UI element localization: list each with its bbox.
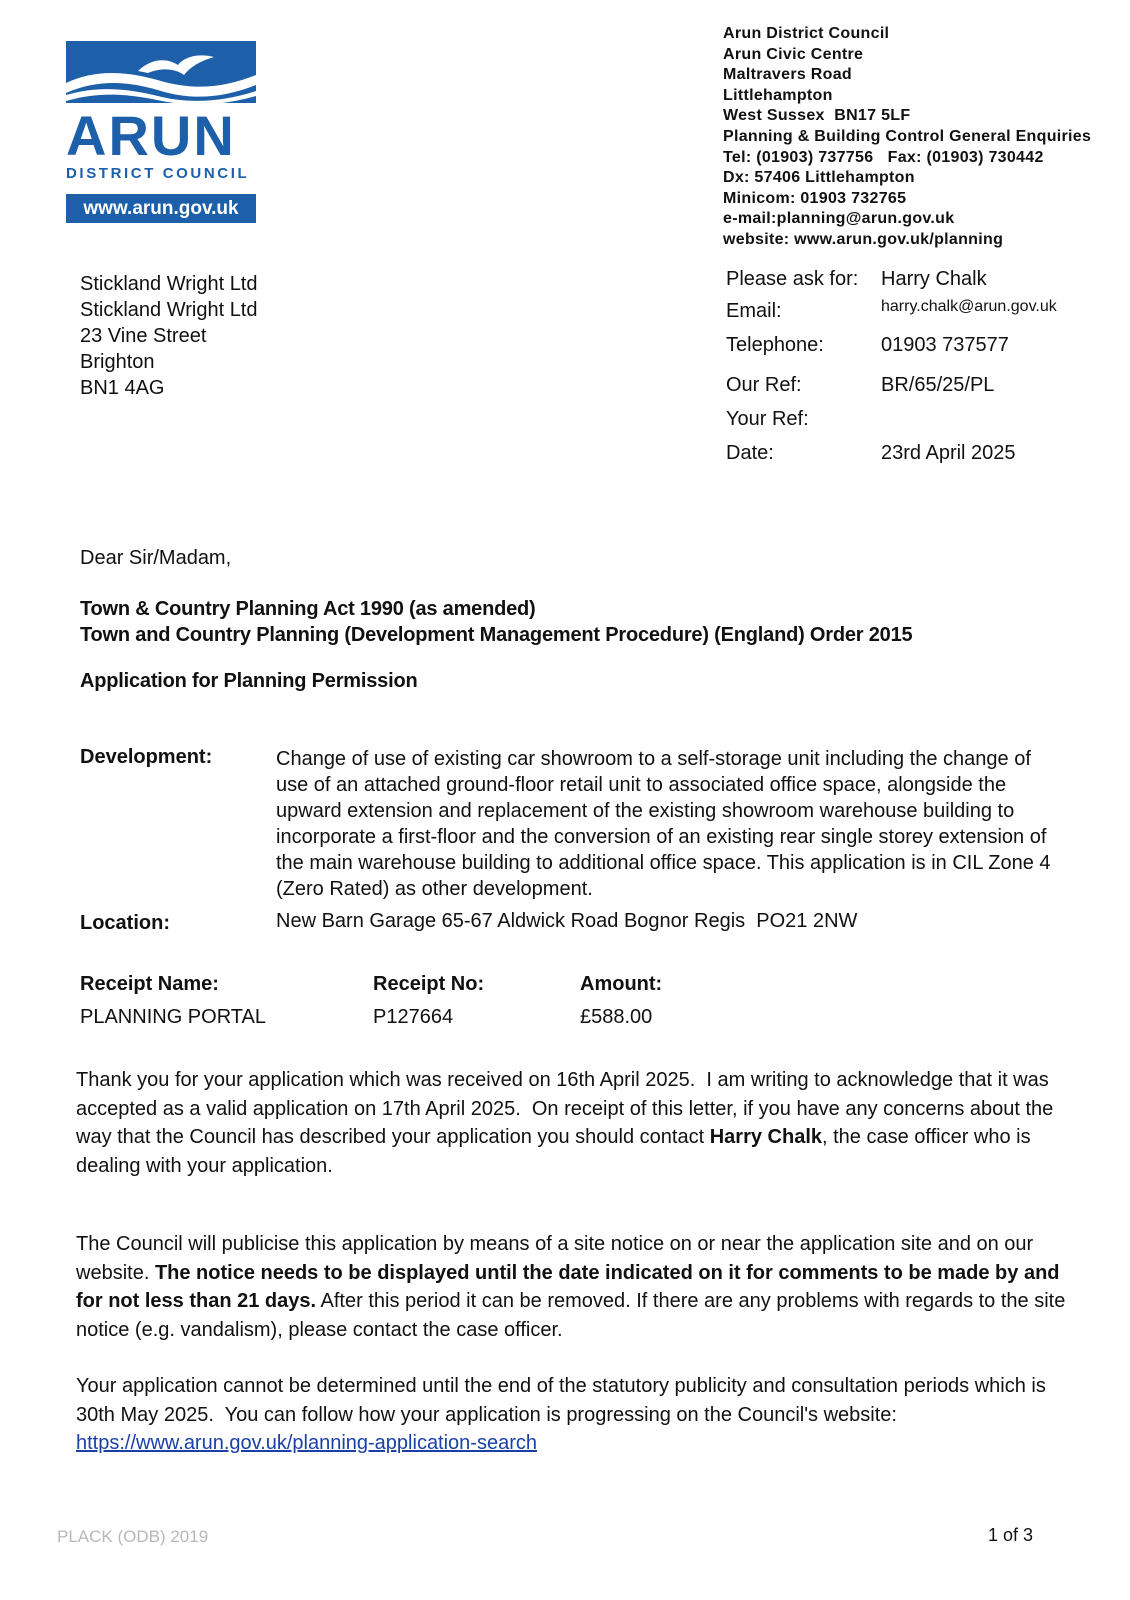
logo-subtitle: DISTRICT COUNCIL [66, 165, 250, 182]
receipt-amount-label: Amount: [580, 973, 663, 995]
legislation-heading [80, 596, 912, 648]
telephone-value: 01903 737577 [881, 334, 1009, 356]
recipient-address [80, 271, 258, 401]
act-line: Town and Country Planning (Development Management Procedure) (England) Order 2015 [80, 624, 913, 646]
logo-name: ARUN [66, 104, 236, 167]
email-label: Email: [726, 300, 782, 322]
address-line: Dx: 57406 Littlehampton [723, 169, 915, 187]
email-value[interactable]: harry.chalk@arun.gov.uk [881, 298, 1057, 315]
salutation: Dear Sir/Madam, [80, 547, 232, 569]
paragraph-text: The Council will publicise this application by means of a site notice on or near the application site and on our website. [76, 1233, 1034, 1284]
paragraph-text: Thank you for your application which was received on 16th April 2025. I am writing to acknowledge that it was accepted as a valid application on 17th April 2025. On receipt of this letter, if you have any concerns about the way that the Council has described your application you should contact [76, 1069, 1059, 1148]
location-label: Location: [80, 912, 170, 934]
receipt-amount-column [580, 973, 662, 1029]
receipt-no-value: P127664 [373, 1006, 454, 1028]
paragraph-text: After this period it can be removed. If there are any problems with regards to the site notice (e.g. vandalism), please contact the case officer. [76, 1290, 1066, 1341]
our-ref-value: BR/65/25/PL [881, 374, 995, 396]
receipt-no-column [373, 973, 484, 1029]
logo-website[interactable]: www.arun.gov.uk [66, 194, 256, 223]
page-number: 1 of 3 [988, 1525, 1034, 1545]
location-text: New Barn Garage 65-67 Aldwick Road Bognor Regis PO21 2NW [276, 910, 858, 932]
address-line: Minicom: 01903 732765 [723, 189, 907, 207]
receipt-name-label: Receipt Name: [80, 973, 219, 995]
telephone-label: Telephone: [726, 334, 824, 356]
council-logo [66, 41, 256, 223]
address-email[interactable]: e-mail:planning@arun.gov.uk [723, 210, 955, 228]
date-label: Date: [726, 442, 774, 464]
publicity-paragraph [76, 1230, 1066, 1344]
receipt-name-column [80, 973, 266, 1029]
paragraph-text: , the case officer who is dealing with your application. [76, 1126, 1031, 1177]
your-ref-label: Your Ref: [726, 408, 809, 430]
address-line: Arun Civic Centre [723, 45, 864, 63]
address-line: Tel: (01903) 737756 Fax: (01903) 730442 [723, 148, 1044, 166]
address-line: Planning & Building Control General Enquiries [723, 127, 1092, 145]
address-line: West Sussex BN17 5LF [723, 107, 911, 125]
notice-requirement: The notice needs to be displayed until the date indicated on it for comments to be made by and for not less than 21 days. [76, 1261, 1060, 1312]
development-description: Change of use of existing car showroom to a self-storage unit including the change of use of an attached ground-floor retail unit to associated office space, alongside the upward extension and replacement of the existing showroom warehouse building to incorporate a first-floor and the conversion of an existing rear single storey extension of the main warehouse building to additional office space. This application is in CIL Zone 4 (Zero Rated) as other development. [276, 748, 1051, 900]
recipient-line: Stickland Wright Ltd [80, 273, 258, 295]
council-address [723, 24, 1091, 251]
receipt-name-value: PLANNING PORTAL [80, 1006, 266, 1028]
address-line: Maltravers Road [723, 66, 852, 84]
recipient-line: Brighton [80, 351, 155, 373]
determination-paragraph [76, 1372, 1066, 1458]
location-value [276, 910, 857, 933]
ask-for-label: Please ask for: [726, 268, 859, 290]
form-code: PLACK (ODB) 2019 [57, 1527, 209, 1546]
planning-search-link[interactable]: https://www.arun.gov.uk/planning-application-search [76, 1432, 537, 1454]
recipient-line: 23 Vine Street [80, 325, 207, 347]
act-line: Town & Country Planning Act 1990 (as amended) [80, 598, 536, 620]
address-line: Arun District Council [723, 25, 890, 42]
recipient-line: Stickland Wright Ltd [80, 299, 258, 321]
case-officer-name: Harry Chalk [709, 1126, 822, 1148]
development-label: Development: [80, 746, 213, 768]
date-value: 23rd April 2025 [881, 442, 1016, 464]
address-website[interactable]: website: www.arun.gov.uk/planning [723, 230, 1004, 248]
receipt-amount-value: £588.00 [580, 1006, 653, 1028]
acknowledgement-paragraph [76, 1066, 1066, 1180]
paragraph-text: Your application cannot be determined until the end of the statutory publicity and consultation periods which is 30th May 2025. You can follow how your application is progressing on the Council's website: [76, 1375, 1052, 1426]
address-line: Littlehampton [723, 86, 833, 104]
application-type: Application for Planning Permission [80, 670, 418, 692]
ask-for-value: Harry Chalk [881, 268, 987, 290]
recipient-line: BN1 4AG [80, 377, 165, 399]
seagull-wave-icon [66, 41, 256, 103]
our-ref-label: Our Ref: [726, 374, 802, 396]
receipt-no-label: Receipt No: [373, 973, 485, 995]
